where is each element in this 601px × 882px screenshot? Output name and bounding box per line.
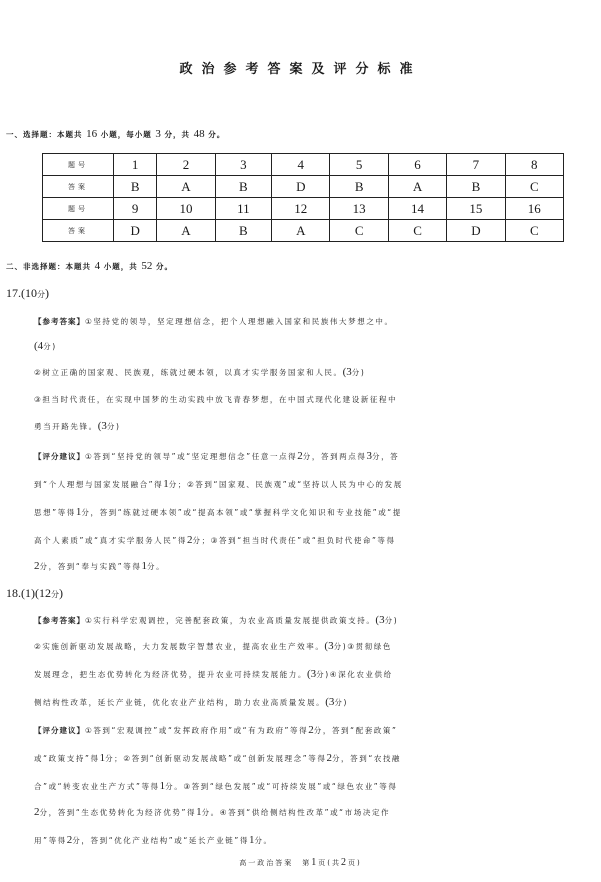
q17-eval-1: ①答到“坚持党的领导”或“坚定理想信念”任意一点得 bbox=[85, 452, 298, 461]
q17-number: 17.(10 bbox=[6, 286, 37, 300]
q18-ref-line-2 bbox=[34, 640, 592, 652]
page-footer bbox=[0, 857, 601, 868]
q18-ref-4-score: (3 bbox=[325, 696, 335, 708]
answer-cell: D bbox=[272, 176, 330, 198]
q17-unit: 分 bbox=[37, 290, 45, 299]
section1-heading bbox=[6, 128, 225, 140]
q18-ref-tag: 【参考答案】 bbox=[34, 616, 85, 625]
q17-ref-line-1b bbox=[34, 340, 592, 352]
q18-eval-4-score2: 1 bbox=[196, 806, 202, 818]
q18-eval-4-tail: 分。④答到“供给侧结构性改革”或“市场决定作 bbox=[201, 808, 391, 817]
q18-eval-3-score: 1 bbox=[159, 780, 166, 792]
row-label-answer: 答案 bbox=[43, 176, 114, 198]
question-number: 3 bbox=[215, 154, 271, 176]
q17-eval-line-5 bbox=[34, 560, 592, 572]
q17-eval-line-1 bbox=[34, 450, 592, 462]
q17-eval-4-tail: 分；③答到“担当时代责任”或“担负时代使命”等得 bbox=[192, 536, 396, 545]
question-number: 6 bbox=[388, 154, 446, 176]
question-number: 11 bbox=[215, 198, 271, 220]
q18-ref-2-unit: 分)③贯彻绿色 bbox=[333, 642, 392, 651]
section1-tail: 分。 bbox=[208, 130, 226, 139]
row-label-answer: 答案 bbox=[43, 220, 114, 242]
question-number: 12 bbox=[272, 198, 330, 220]
answer-cell: C bbox=[505, 220, 563, 242]
q18-heading bbox=[6, 586, 63, 601]
section2-head: 二、非选择题：本题共 bbox=[6, 262, 91, 271]
q18-eval-5: 用”等得 bbox=[34, 836, 67, 845]
section1-mid2: 分，共 bbox=[164, 130, 190, 139]
q18-ref-4: 侧结构性改革，延长产业链，优化农业产业结构，助力农业高质量发展。 bbox=[34, 698, 326, 707]
section2-heading bbox=[6, 260, 173, 272]
table-row-answer-2 bbox=[43, 220, 564, 242]
q17-eval-5-mid: 分，答到“奉与实践”等得 bbox=[39, 562, 142, 571]
table-row-question-1 bbox=[43, 154, 564, 176]
answer-cell: C bbox=[388, 220, 446, 242]
q18-eval-line-3 bbox=[34, 780, 592, 792]
row-label-question: 题号 bbox=[43, 198, 114, 220]
q17-ref-2-unit: 分) bbox=[351, 368, 366, 377]
q18-eval-line-2 bbox=[34, 752, 592, 764]
footer-text-3: 页) bbox=[348, 859, 362, 867]
q18-eval-2-tail: 分，答到“农技融 bbox=[331, 754, 402, 763]
question-number: 5 bbox=[330, 154, 388, 176]
q18-eval-5-mid: 分，答到“优化产业结构”或“延长产业链”得 bbox=[72, 836, 249, 845]
q17-eval-4: 高个人素质”或“真才实学服务人民”得 bbox=[34, 536, 187, 545]
page-title: 政治参考答案及评分标准 bbox=[179, 62, 422, 77]
answer-cell: B bbox=[215, 176, 271, 198]
question-number: 8 bbox=[505, 154, 563, 176]
question-number: 13 bbox=[330, 198, 388, 220]
q17-eval-1-tail: 分，答 bbox=[371, 452, 400, 461]
q18-eval-3-mid: 分。③答到“绿色发展”或“可持续发展”或“绿色农业”等得 bbox=[165, 782, 398, 791]
answer-cell: A bbox=[157, 176, 215, 198]
answer-cell: B bbox=[215, 220, 271, 242]
q17-eval-tag: 【评分建议】 bbox=[34, 452, 85, 461]
q18-eval-3: 合”或“转变农业生产方式”等得 bbox=[34, 782, 160, 791]
section1-count: 16 bbox=[86, 128, 98, 140]
q18-eval-1: ①答到“宏观调控”或“发挥政府作用”或“有为政府”等得 bbox=[85, 726, 309, 735]
question-number: 4 bbox=[272, 154, 330, 176]
section1-total: 48 bbox=[193, 128, 205, 140]
q18-eval-1-tail: 分，答到“配套政策” bbox=[313, 726, 398, 735]
q17-eval-1-score: 2 bbox=[297, 450, 303, 462]
answer-cell: A bbox=[157, 220, 215, 242]
q17-ref-3b: 勇当开路先锋。 bbox=[34, 422, 98, 431]
q18-number: 18.(1)(12 bbox=[6, 586, 51, 600]
q18-eval-5-score: 2 bbox=[66, 834, 73, 846]
q18-ref-1: ①实行科学宏观调控，完善配套政策，为农业高质量发展提供政策支持。 bbox=[85, 616, 376, 625]
q18-ref-3-unit: 分)④深化农业供给 bbox=[316, 670, 393, 679]
answer-cell: B bbox=[447, 176, 505, 198]
q17-ref-3b-unit: 分) bbox=[106, 422, 121, 431]
question-number: 14 bbox=[388, 198, 446, 220]
answer-cell: D bbox=[114, 220, 157, 242]
answer-cell: B bbox=[330, 176, 388, 198]
q18-eval-5-score2: 1 bbox=[248, 834, 255, 846]
q17-eval-3-score: 1 bbox=[75, 506, 82, 518]
section2-count: 4 bbox=[94, 260, 101, 272]
row-label-question: 题号 bbox=[43, 154, 114, 176]
q17-eval-5-tail: 分。 bbox=[146, 562, 166, 571]
answer-cell: C bbox=[505, 176, 563, 198]
q17-ref-1-score: (4 bbox=[34, 340, 44, 352]
section1-head: 一、选择题：本题共 bbox=[6, 130, 83, 139]
section1-mid: 小题，每小题 bbox=[100, 130, 152, 139]
section2-tail: 分。 bbox=[156, 262, 173, 271]
q18-eval-4-mid: 分，答到“生态优势转化为经济优势”得 bbox=[39, 808, 197, 817]
q17-ref-2: ②树立正确的国家观、民族观，练就过硬本领，以真才实学服务国家和人民。 bbox=[34, 368, 343, 377]
q17-close: ) bbox=[45, 286, 49, 300]
table-row-question-2 bbox=[43, 198, 564, 220]
question-number: 1 bbox=[114, 154, 157, 176]
answer-cell: D bbox=[447, 220, 505, 242]
q17-eval-4-score: 2 bbox=[186, 534, 193, 546]
q17-ref-1: ①坚持党的领导，坚定理想信念，把个人理想融入国家和民族伟大梦想之中。 bbox=[85, 317, 394, 326]
q17-eval-2-score: 1 bbox=[163, 478, 169, 490]
question-number: 10 bbox=[157, 198, 215, 220]
q18-eval-5-tail: 分。 bbox=[254, 836, 273, 845]
q18-eval-2-score: 1 bbox=[99, 752, 106, 764]
q18-ref-2: ②实施创新驱动发展战略，大力发展数字智慧农业，提高农业生产效率。 bbox=[34, 642, 325, 651]
q18-eval-4-score: 2 bbox=[34, 806, 40, 818]
question-number: 16 bbox=[505, 198, 563, 220]
q17-ref-line-1 bbox=[34, 316, 592, 327]
answer-cell: B bbox=[114, 176, 157, 198]
question-number: 7 bbox=[447, 154, 505, 176]
q18-eval-2: 或“政策支持”得 bbox=[34, 754, 100, 763]
question-number: 9 bbox=[114, 198, 157, 220]
q18-eval-line-5 bbox=[34, 834, 592, 846]
q17-eval-line-2 bbox=[34, 478, 592, 490]
footer-page-total: 2 bbox=[341, 857, 348, 868]
q17-ref-line-2 bbox=[34, 366, 592, 378]
q17-eval-3: 思想”等得 bbox=[34, 508, 76, 517]
q17-eval-3-mid: 分，答到“练就过硬本领”或“提高本领”或“掌握科学文化知识和专业技能”或“提 bbox=[81, 508, 402, 517]
answer-table bbox=[42, 153, 564, 242]
answer-cell: A bbox=[272, 220, 330, 242]
q17-eval-1-mid: 分，答到两点得 bbox=[302, 452, 367, 461]
q17-eval-2-tail: 分；②答到“国家观、民族观”或“坚持以人民为中心的发展 bbox=[168, 480, 403, 489]
q17-eval-1-score2: 3 bbox=[366, 450, 372, 462]
q17-ref-2-score: (3 bbox=[342, 366, 352, 378]
q18-eval-2-mid: 分；②答到“创新驱动发展战略”或“创新发展理念”等得 bbox=[105, 754, 327, 763]
q17-eval-line-3 bbox=[34, 506, 592, 518]
q17-ref-line-3 bbox=[34, 394, 592, 405]
answer-cell: C bbox=[330, 220, 388, 242]
q18-eval-line-4 bbox=[34, 806, 592, 818]
q17-eval-5-score2: 1 bbox=[141, 560, 147, 572]
footer-text-1: 高一政治答案 第 bbox=[239, 859, 312, 867]
q18-ref-1-score: (3 bbox=[375, 614, 385, 626]
question-number: 15 bbox=[447, 198, 505, 220]
q17-ref-3: ③担当时代责任，在实现中国梦的生动实践中放飞青春梦想，在中国式现代化建设新征程中 bbox=[34, 395, 398, 404]
q18-eval-1-score: 2 bbox=[308, 724, 314, 736]
q18-ref-1-unit: 分) bbox=[384, 616, 399, 625]
q17-eval-2: 到“个人理想与国家发展融合”得 bbox=[34, 480, 164, 489]
q18-ref-3-score: (3 bbox=[307, 668, 317, 680]
q18-ref-2-score: (3 bbox=[324, 640, 334, 652]
q17-heading bbox=[6, 286, 49, 301]
q18-ref-line-4 bbox=[34, 696, 592, 708]
q18-ref-line-3 bbox=[34, 668, 592, 680]
q17-ref-1-unit: 分) bbox=[43, 342, 57, 351]
q17-ref-tag: 【参考答案】 bbox=[34, 317, 85, 326]
q18-eval-line-1 bbox=[34, 724, 592, 736]
answer-cell: A bbox=[388, 176, 446, 198]
q18-ref-4-unit: 分) bbox=[334, 698, 349, 707]
footer-page-number: 1 bbox=[311, 857, 319, 868]
q18-ref-line-1 bbox=[34, 614, 592, 626]
q18-close: ) bbox=[59, 586, 63, 600]
section2-total: 52 bbox=[141, 260, 153, 272]
q17-eval-line-4 bbox=[34, 534, 592, 546]
question-number: 2 bbox=[157, 154, 215, 176]
q17-eval-5-score: 2 bbox=[34, 560, 40, 572]
section1-score-each: 3 bbox=[155, 128, 161, 140]
q18-eval-2-score2: 2 bbox=[326, 752, 332, 764]
q18-eval-tag: 【评分建议】 bbox=[34, 726, 85, 735]
q18-unit: 分 bbox=[51, 590, 59, 599]
section2-mid: 小题，共 bbox=[103, 262, 138, 271]
q17-ref-3b-score: (3 bbox=[97, 420, 107, 432]
q17-ref-line-3b bbox=[34, 420, 592, 432]
footer-text-2: 页(共 bbox=[318, 859, 341, 867]
table-row-answer-1 bbox=[43, 176, 564, 198]
q18-ref-3: 发展理念，把生态优势转化为经济优势，提升农业可持续发展能力。 bbox=[34, 670, 307, 679]
